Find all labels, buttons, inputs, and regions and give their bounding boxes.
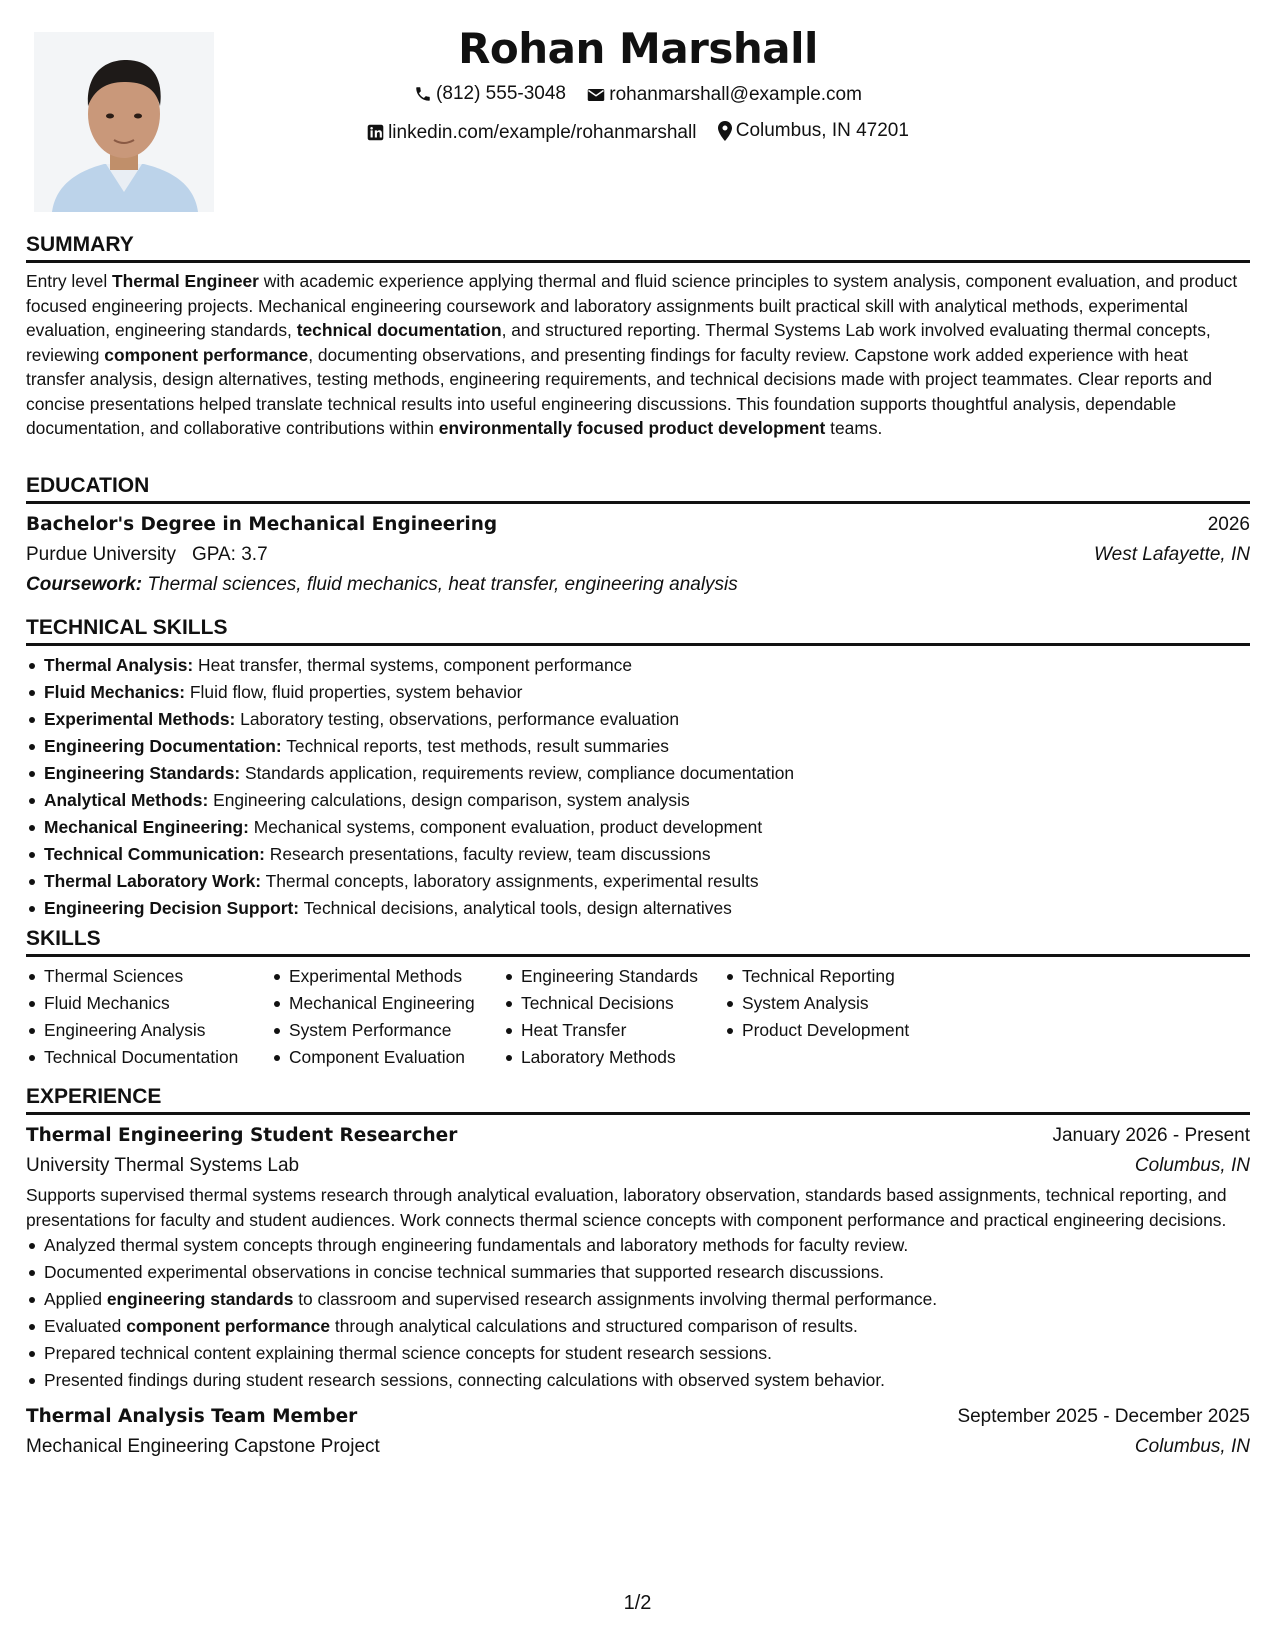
location-text: Columbus, IN 47201 bbox=[735, 120, 909, 141]
job-bullet bbox=[26, 1259, 1250, 1286]
graduation-year: 2026 bbox=[1207, 514, 1250, 535]
skill-details: Laboratory testing, observations, performance evaluation bbox=[235, 709, 680, 729]
technical-skill-item bbox=[26, 841, 1250, 868]
job-bullet bbox=[26, 1367, 1250, 1394]
text-run: Presented findings during student research sessions, connecting calculations with observed system behavior. bbox=[44, 1370, 886, 1390]
coursework-line bbox=[26, 570, 1250, 600]
skill-item: Component Evaluation bbox=[271, 1044, 503, 1071]
skills-column bbox=[503, 963, 724, 1071]
emphasis-text: engineering standards bbox=[106, 1289, 294, 1309]
phone-text: (812) 555-3048 bbox=[436, 83, 566, 104]
candidate-name: Rohan Marshall bbox=[458, 24, 818, 73]
contact-line-2 bbox=[26, 116, 1250, 151]
emphasis-text: technical documentation bbox=[296, 320, 502, 340]
skill-item: Mechanical Engineering bbox=[271, 990, 503, 1017]
skill-item: Engineering Analysis bbox=[26, 1017, 271, 1044]
job-header bbox=[26, 1121, 1250, 1151]
skill-category: Mechanical Engineering: bbox=[44, 817, 249, 837]
school-name: Purdue University bbox=[26, 544, 176, 565]
skill-details: Technical reports, test methods, result summaries bbox=[281, 736, 669, 756]
job-bullets bbox=[26, 1232, 1250, 1394]
education-row-1 bbox=[26, 510, 1250, 540]
skill-details: Technical decisions, analytical tools, design alternatives bbox=[299, 898, 732, 918]
envelope-icon bbox=[587, 87, 605, 103]
education-section bbox=[26, 473, 1250, 600]
job-entry bbox=[26, 1121, 1250, 1394]
job-header bbox=[26, 1402, 1250, 1432]
skill-item: Heat Transfer bbox=[503, 1017, 724, 1044]
skill-item: System Analysis bbox=[724, 990, 964, 1017]
job-subheader bbox=[26, 1151, 1250, 1181]
skills-grid bbox=[26, 963, 1250, 1071]
job-bullet bbox=[26, 1340, 1250, 1367]
phone-icon bbox=[414, 85, 432, 103]
text-run: Evaluated bbox=[44, 1316, 127, 1336]
text-run: Entry level bbox=[26, 271, 113, 291]
resume-header bbox=[26, 22, 1250, 151]
job-subheader bbox=[26, 1432, 1250, 1462]
skill-category: Engineering Documentation: bbox=[44, 736, 282, 756]
technical-skill-item bbox=[26, 787, 1250, 814]
skills-column bbox=[26, 963, 271, 1071]
text-run: Analyzed thermal system concepts through engineering fundamentals and laboratory methods for faculty review. bbox=[44, 1235, 909, 1255]
skill-details: Thermal concepts, laboratory assignments, experimental results bbox=[261, 871, 759, 891]
skill-category: Experimental Methods: bbox=[44, 709, 236, 729]
page-number: 1/2 bbox=[623, 1592, 652, 1614]
section-divider bbox=[26, 954, 1250, 957]
skills-section bbox=[26, 926, 1250, 1071]
section-title: SKILLS bbox=[26, 927, 101, 950]
job-description: Supports supervised thermal systems research through analytical evaluation, laboratory observation, standards based assignments, technical reporting, and presentations for faculty and student audiences. Work connects thermal science concepts with component performance and practical engineering decisions. bbox=[26, 1185, 1227, 1230]
text-run: , documenting observations, and presenting findings for faculty review. Capstone work added experience with heat transfer analysis, design alternatives, testing methods, engineering requirements, and technical decisions made with project teammates. Clear reports and concise presentations helped translate technical results into useful engineering discussions. This foundation supports thoughtful analysis, dependable documentation, and collaborative contributions within bbox=[26, 344, 1213, 438]
technical-skills-section bbox=[26, 615, 1250, 922]
skill-item: Product Development bbox=[724, 1017, 964, 1044]
section-title: EDUCATION bbox=[26, 474, 150, 497]
technical-skill-item bbox=[26, 760, 1250, 787]
skill-details: Heat transfer, thermal systems, component performance bbox=[193, 655, 632, 675]
skill-category: Thermal Laboratory Work: bbox=[44, 871, 262, 891]
email-text[interactable]: rohanmarshall@example.com bbox=[609, 84, 862, 105]
job-dates: September 2025 - December 2025 bbox=[957, 1406, 1250, 1427]
text-run: teams. bbox=[825, 418, 883, 438]
section-divider bbox=[26, 260, 1250, 263]
emphasis-text: component performance bbox=[126, 1316, 331, 1336]
text-run: with academic experience applying thermal and fluid science principles to system analysis, component evaluation, and product focused engineering projects. Mechanical engineering coursework and laboratory assignments built practical skill with analytical methods, experimental evaluation, engineering standards, bbox=[26, 271, 1238, 340]
section-title: TECHNICAL SKILLS bbox=[26, 616, 228, 639]
section-title: SUMMARY bbox=[26, 233, 134, 256]
text-run: to classroom and supervised research assignments involving thermal performance. bbox=[293, 1289, 938, 1309]
skills-column bbox=[271, 963, 503, 1071]
section-title: EXPERIENCE bbox=[26, 1085, 162, 1108]
skill-item: Experimental Methods bbox=[271, 963, 503, 990]
skill-category: Fluid Mechanics: bbox=[44, 682, 186, 702]
skill-item: System Performance bbox=[271, 1017, 503, 1044]
skill-category: Technical Communication: bbox=[44, 844, 265, 864]
phone-contact bbox=[414, 79, 566, 109]
skill-item: Laboratory Methods bbox=[503, 1044, 724, 1071]
text-run: Prepared technical content explaining thermal science concepts for student research sessions. bbox=[44, 1343, 772, 1363]
job-location: Columbus, IN bbox=[1134, 1436, 1250, 1457]
technical-skill-item bbox=[26, 733, 1250, 760]
technical-skill-item bbox=[26, 679, 1250, 706]
skill-category: Engineering Standards: bbox=[44, 763, 241, 783]
section-divider bbox=[26, 643, 1250, 646]
skill-item: Technical Reporting bbox=[724, 963, 964, 990]
summary-text bbox=[26, 269, 1250, 441]
skill-item: Fluid Mechanics bbox=[26, 990, 271, 1017]
email-contact[interactable] bbox=[587, 80, 862, 110]
section-divider bbox=[26, 501, 1250, 504]
job-organization: University Thermal Systems Lab bbox=[26, 1155, 300, 1176]
emphasis-text: environmentally focused product development bbox=[438, 418, 826, 438]
job-bullet bbox=[26, 1313, 1250, 1340]
job-entry bbox=[26, 1402, 1250, 1462]
location-contact bbox=[718, 116, 909, 146]
map-pin-icon bbox=[718, 121, 732, 141]
text-run: , and structured reporting. Thermal Systems Lab work involved evaluating thermal concepts, reviewing bbox=[26, 320, 1211, 365]
technical-skill-item bbox=[26, 652, 1250, 679]
skill-item: Engineering Standards bbox=[503, 963, 724, 990]
technical-skills-list bbox=[26, 652, 1250, 922]
technical-skill-item bbox=[26, 868, 1250, 895]
text-run: Applied bbox=[44, 1289, 107, 1309]
text-run: through analytical calculations and structured comparison of results. bbox=[330, 1316, 858, 1336]
skill-details: Fluid flow, fluid properties, system behavior bbox=[185, 682, 523, 702]
technical-skill-item bbox=[26, 706, 1250, 733]
skill-category: Analytical Methods: bbox=[44, 790, 209, 810]
coursework-text: Thermal sciences, fluid mechanics, heat transfer, engineering analysis bbox=[142, 574, 738, 595]
technical-skill-item bbox=[26, 895, 1250, 922]
job-bullet bbox=[26, 1286, 1250, 1313]
school-info bbox=[26, 540, 268, 570]
linkedin-contact[interactable] bbox=[367, 118, 696, 148]
education-row-2 bbox=[26, 540, 1250, 570]
emphasis-text: Thermal Engineer bbox=[112, 271, 259, 291]
skill-item: Thermal Sciences bbox=[26, 963, 271, 990]
skills-column bbox=[724, 963, 964, 1071]
job-location: Columbus, IN bbox=[1134, 1155, 1250, 1176]
technical-skill-item bbox=[26, 814, 1250, 841]
skill-details: Standards application, requirements review, compliance documentation bbox=[240, 763, 795, 783]
job-title: Thermal Analysis Team Member bbox=[26, 1406, 358, 1427]
summary-section bbox=[26, 232, 1250, 441]
job-title: Thermal Engineering Student Researcher bbox=[26, 1125, 458, 1146]
skill-item: Technical Documentation bbox=[26, 1044, 271, 1071]
linkedin-icon bbox=[367, 124, 384, 141]
resume-page bbox=[26, 0, 1250, 1650]
skill-details: Research presentations, faculty review, team discussions bbox=[264, 844, 711, 864]
school-location: West Lafayette, IN bbox=[1094, 544, 1250, 565]
skill-details: Mechanical systems, component evaluation, product development bbox=[248, 817, 763, 837]
section-divider bbox=[26, 1112, 1250, 1115]
skill-item: Technical Decisions bbox=[503, 990, 724, 1017]
gpa: GPA: 3.7 bbox=[191, 544, 268, 565]
job-bullet bbox=[26, 1232, 1250, 1259]
text-run: Documented experimental observations in concise technical summaries that supported research discussions. bbox=[44, 1262, 884, 1282]
emphasis-text: component performance bbox=[104, 344, 309, 365]
contact-line-1 bbox=[26, 79, 1250, 113]
experience-section bbox=[26, 1084, 1250, 1462]
job-dates: January 2026 - Present bbox=[1052, 1125, 1250, 1146]
job-organization: Mechanical Engineering Capstone Project bbox=[26, 1436, 380, 1457]
skill-category: Engineering Decision Support: bbox=[44, 898, 300, 918]
linkedin-text[interactable]: linkedin.com/example/rohanmarshall bbox=[388, 121, 697, 143]
coursework-label: Coursework: bbox=[26, 574, 143, 595]
skill-category: Thermal Analysis: bbox=[44, 655, 194, 675]
degree-title: Bachelor's Degree in Mechanical Engineering bbox=[26, 514, 498, 535]
skill-details: Engineering calculations, design comparison, system analysis bbox=[208, 790, 690, 810]
